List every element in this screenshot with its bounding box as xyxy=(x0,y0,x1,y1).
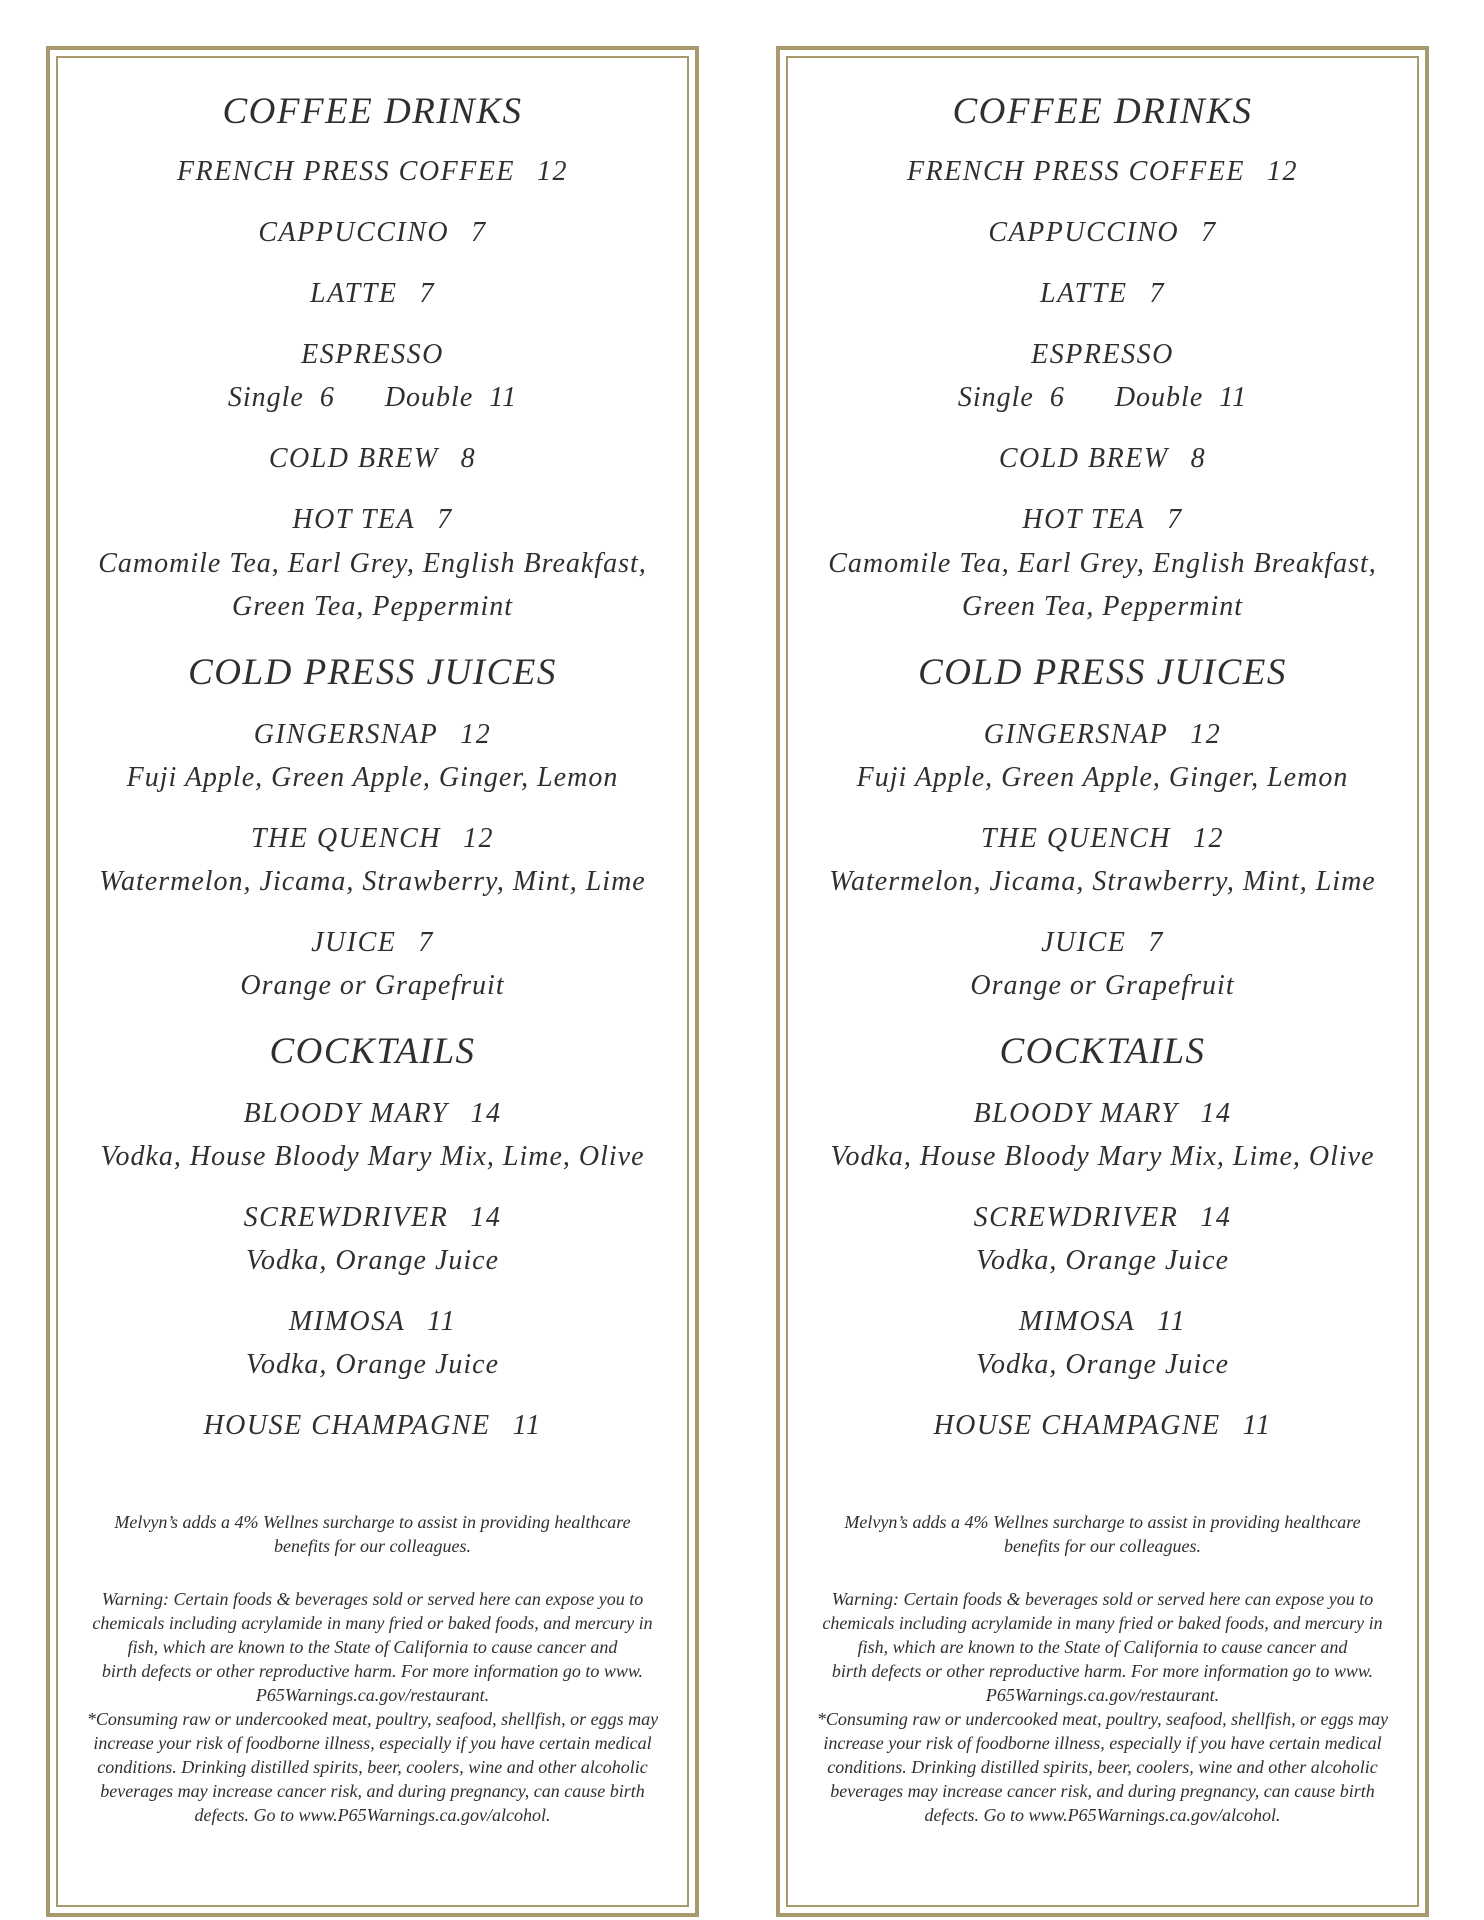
item-name: CAPPUCCINO xyxy=(258,217,450,248)
item-price: 12 xyxy=(1267,156,1298,187)
menu-item-gingersnap xyxy=(780,719,1425,751)
item-name: SCREWDRIVER xyxy=(973,1202,1179,1233)
warning-line: beverages may increase cancer risk, and during pregnancy, can cause birth xyxy=(100,1781,645,1801)
warning-line: conditions. Drinking distilled spirits, beer, coolers, wine and other alcoholic xyxy=(827,1757,1378,1777)
item-price: 8 xyxy=(1190,443,1207,474)
item-price: 7 xyxy=(471,217,487,248)
mimosa-desc: Vodka, Orange Juice xyxy=(975,1349,1230,1380)
juice-desc: Orange or Grapefruit xyxy=(970,970,1235,1001)
item-price: 14 xyxy=(470,1098,502,1129)
menu-item-hot-tea xyxy=(780,504,1425,536)
item-name: CAPPUCCINO xyxy=(988,217,1180,248)
menu-card-right xyxy=(776,46,1429,1917)
espresso-single-price: 6 xyxy=(1049,382,1065,413)
warning-line: defects. Go to www.P65Warnings.ca.gov/alcohol. xyxy=(194,1805,551,1825)
item-name: JUICE xyxy=(311,927,397,958)
menu-item-espresso: ESPRESSO xyxy=(1031,339,1174,370)
espresso-options xyxy=(780,382,1425,414)
surcharge-line: benefits for our colleagues. xyxy=(274,1536,471,1556)
surcharge-line: Melvyn’s adds a 4% Wellnes surcharge to assist in providing healthcare xyxy=(114,1512,631,1532)
item-price: 7 xyxy=(419,278,435,309)
item-name: HOUSE CHAMPAGNE xyxy=(203,1410,491,1441)
item-price: 7 xyxy=(1201,217,1217,248)
menu-item-quench xyxy=(780,823,1425,855)
menu-item-french-press xyxy=(50,156,695,188)
warning-line: Warning: Certain foods & beverages sold or served here can expose you to xyxy=(831,1589,1374,1609)
espresso-single-price: 6 xyxy=(319,382,335,413)
section-title-cocktails: COCKTAILS xyxy=(269,1031,476,1072)
menu-item-cappuccino xyxy=(50,217,695,249)
warning-line: P65Warnings.ca.gov/restaurant. xyxy=(985,1685,1220,1705)
warning-line: *Consuming raw or undercooked meat, poultry, seafood, shellfish, or eggs may xyxy=(816,1709,1389,1729)
warning-note xyxy=(792,1587,1413,1827)
item-name: LATTE xyxy=(310,278,398,309)
screwdriver-desc: Vodka, Orange Juice xyxy=(245,1245,500,1276)
item-price: 7 xyxy=(1149,278,1165,309)
menu-item-latte xyxy=(780,278,1425,310)
warning-line: Warning: Certain foods & beverages sold or served here can expose you to xyxy=(101,1589,644,1609)
item-price: 11 xyxy=(1157,1306,1187,1337)
warning-line: fish, which are known to the State of California to cause cancer and xyxy=(127,1637,618,1657)
item-price: 7 xyxy=(1167,504,1183,535)
surcharge-note xyxy=(792,1510,1413,1558)
item-name: HOT TEA xyxy=(292,504,416,535)
warning-line: chemicals including acrylamide in many fried or baked foods, and mercury in xyxy=(822,1613,1383,1633)
quench-desc: Watermelon, Jicama, Strawberry, Mint, Lime xyxy=(829,866,1376,897)
hot-tea-desc-line2: Green Tea, Peppermint xyxy=(232,591,513,622)
warning-line: increase your risk of foodborne illness, especially if you have certain medical xyxy=(93,1733,652,1753)
espresso-single-label: Single xyxy=(227,382,304,413)
espresso-double-price: 11 xyxy=(1219,382,1248,413)
item-name: MIMOSA xyxy=(1018,1306,1136,1337)
menu-item-gingersnap xyxy=(50,719,695,751)
section-title-coffee: COFFEE DRINKS xyxy=(952,91,1253,132)
section-title-cocktails: COCKTAILS xyxy=(999,1031,1206,1072)
item-name: HOUSE CHAMPAGNE xyxy=(933,1410,1221,1441)
item-price: 12 xyxy=(463,823,494,854)
gingersnap-desc: Fuji Apple, Green Apple, Ginger, Lemon xyxy=(856,762,1349,793)
menu-item-french-press xyxy=(780,156,1425,188)
menu-item-screwdriver xyxy=(50,1202,695,1234)
gingersnap-desc: Fuji Apple, Green Apple, Ginger, Lemon xyxy=(126,762,619,793)
menu-item-bloody-mary xyxy=(780,1098,1425,1130)
item-name: SCREWDRIVER xyxy=(243,1202,449,1233)
item-name: COLD BREW xyxy=(268,443,439,474)
menu-item-latte xyxy=(50,278,695,310)
menu-item-bloody-mary xyxy=(50,1098,695,1130)
menu-item-mimosa xyxy=(780,1306,1425,1338)
item-name: FRENCH PRESS COFFEE xyxy=(176,156,515,187)
espresso-double-label: Double xyxy=(1114,382,1204,413)
item-price: 12 xyxy=(460,719,492,750)
item-price: 12 xyxy=(537,156,568,187)
item-name: GINGERSNAP xyxy=(983,719,1169,750)
item-name: COLD BREW xyxy=(998,443,1169,474)
warning-line: fish, which are known to the State of California to cause cancer and xyxy=(857,1637,1348,1657)
surcharge-note xyxy=(62,1510,683,1558)
item-price: 7 xyxy=(437,504,453,535)
item-price: 12 xyxy=(1190,719,1222,750)
espresso-double-label: Double xyxy=(384,382,474,413)
section-title-juices: COLD PRESS JUICES xyxy=(188,652,557,693)
menu-item-house-champagne xyxy=(780,1410,1425,1442)
item-price: 14 xyxy=(470,1202,502,1233)
juice-desc: Orange or Grapefruit xyxy=(240,970,505,1001)
warning-line: beverages may increase cancer risk, and during pregnancy, can cause birth xyxy=(830,1781,1375,1801)
menu-item-mimosa xyxy=(50,1306,695,1338)
menu-card-left xyxy=(46,46,699,1917)
espresso-options xyxy=(50,382,695,414)
warning-line: birth defects or other reproductive harm. For more information go to www. xyxy=(101,1661,644,1681)
item-name: HOT TEA xyxy=(1022,504,1146,535)
item-price: 8 xyxy=(460,443,477,474)
section-title-juices: COLD PRESS JUICES xyxy=(918,652,1287,693)
item-price: 11 xyxy=(1242,1410,1272,1441)
item-name: BLOODY MARY xyxy=(973,1098,1179,1129)
menu-item-hot-tea xyxy=(50,504,695,536)
menu-item-cold-brew xyxy=(50,443,695,475)
item-price: 12 xyxy=(1193,823,1224,854)
hot-tea-desc-line1: Camomile Tea, Earl Grey, English Breakfast, xyxy=(98,548,647,579)
section-title-coffee: COFFEE DRINKS xyxy=(222,91,523,132)
warning-line: increase your risk of foodborne illness, especially if you have certain medical xyxy=(823,1733,1382,1753)
item-price: 11 xyxy=(427,1306,457,1337)
item-name: THE QUENCH xyxy=(250,823,441,854)
screwdriver-desc: Vodka, Orange Juice xyxy=(975,1245,1230,1276)
menu-item-quench xyxy=(50,823,695,855)
item-price: 14 xyxy=(1200,1098,1232,1129)
menu-item-juice xyxy=(780,927,1425,959)
item-price: 7 xyxy=(418,927,434,958)
bloody-mary-desc: Vodka, House Bloody Mary Mix, Lime, Olive xyxy=(100,1141,645,1172)
quench-desc: Watermelon, Jicama, Strawberry, Mint, Lime xyxy=(99,866,646,897)
item-price: 11 xyxy=(512,1410,542,1441)
hot-tea-desc-line1: Camomile Tea, Earl Grey, English Breakfast, xyxy=(828,548,1377,579)
menu-item-cold-brew xyxy=(780,443,1425,475)
surcharge-line: benefits for our colleagues. xyxy=(1004,1536,1201,1556)
hot-tea-desc-line2: Green Tea, Peppermint xyxy=(962,591,1243,622)
warning-line: birth defects or other reproductive harm. For more information go to www. xyxy=(831,1661,1374,1681)
mimosa-desc: Vodka, Orange Juice xyxy=(245,1349,500,1380)
warning-line: defects. Go to www.P65Warnings.ca.gov/alcohol. xyxy=(924,1805,1281,1825)
bloody-mary-desc: Vodka, House Bloody Mary Mix, Lime, Olive xyxy=(830,1141,1375,1172)
menu-item-espresso: ESPRESSO xyxy=(301,339,444,370)
warning-line: *Consuming raw or undercooked meat, poultry, seafood, shellfish, or eggs may xyxy=(86,1709,659,1729)
item-name: THE QUENCH xyxy=(980,823,1171,854)
item-name: LATTE xyxy=(1040,278,1128,309)
item-name: JUICE xyxy=(1041,927,1127,958)
item-price: 14 xyxy=(1200,1202,1232,1233)
warning-line: chemicals including acrylamide in many fried or baked foods, and mercury in xyxy=(92,1613,653,1633)
warning-line: P65Warnings.ca.gov/restaurant. xyxy=(255,1685,490,1705)
menu-item-cappuccino xyxy=(780,217,1425,249)
surcharge-line: Melvyn’s adds a 4% Wellnes surcharge to assist in providing healthcare xyxy=(844,1512,1361,1532)
espresso-double-price: 11 xyxy=(489,382,518,413)
item-name: BLOODY MARY xyxy=(243,1098,449,1129)
menu-item-juice xyxy=(50,927,695,959)
menu-item-screwdriver xyxy=(780,1202,1425,1234)
item-name: GINGERSNAP xyxy=(253,719,439,750)
warning-line: conditions. Drinking distilled spirits, beer, coolers, wine and other alcoholic xyxy=(97,1757,648,1777)
espresso-single-label: Single xyxy=(957,382,1034,413)
item-name: MIMOSA xyxy=(288,1306,406,1337)
menu-item-house-champagne xyxy=(50,1410,695,1442)
warning-note xyxy=(62,1587,683,1827)
item-name: FRENCH PRESS COFFEE xyxy=(906,156,1245,187)
item-price: 7 xyxy=(1148,927,1164,958)
